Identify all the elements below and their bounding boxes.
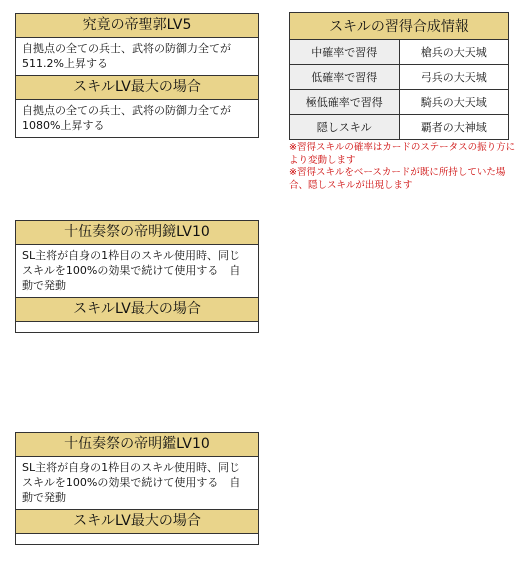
rate-cell: 低確率で習得 (290, 65, 400, 90)
table-row (290, 115, 509, 140)
skill-card-2 (15, 220, 259, 333)
synthesis-notes (289, 142, 517, 192)
rate-cell: 隠しスキル (290, 115, 400, 140)
skill-title: 十伍奏祭の帝明鏡LV10 (16, 221, 258, 245)
skill-max-label: スキルLV最大の場合 (16, 510, 258, 534)
skill-title: 十伍奏祭の帝明鑑LV10 (16, 433, 258, 457)
note-text: ※習得スキルをベースカードが既に所持していた場合、隠しスキルが出現します (289, 167, 506, 191)
skill-max-label: スキルLV最大の場合 (16, 76, 258, 100)
skill-max-description (16, 322, 258, 333)
skill-name-cell: 槍兵の大天城 (399, 40, 509, 65)
skill-card-3 (15, 432, 259, 545)
synthesis-info (289, 12, 516, 192)
skill-card-1 (15, 13, 259, 138)
skill-description: 自拠点の全ての兵士、武将の防御力全てが 511.2%上昇する (16, 38, 258, 76)
skill-name-cell: 覇者の大神域 (399, 115, 509, 140)
skill-max-label: スキルLV最大の場合 (16, 298, 258, 322)
skill-description: SL主将が自身の1枠目のスキル使用時、同じ スキルを100%の効果で続けて使用する 自 動で発動 (16, 245, 258, 298)
skill-description: SL主将が自身の1枠目のスキル使用時、同じ スキルを100%の効果で続けて使用する 自 動で発動 (16, 457, 258, 510)
table-row (290, 65, 509, 90)
rate-cell: 極低確率で習得 (290, 90, 400, 115)
skill-name-cell: 騎兵の大天域 (399, 90, 509, 115)
table-row (290, 40, 509, 65)
table-row (290, 90, 509, 115)
synthesis-title: スキルの習得合成情報 (290, 13, 509, 40)
skill-title: 究竟の帝聖郭LV5 (16, 14, 258, 38)
note-text: ※習得スキルの確率はカードのステータスの振り方により変動します (289, 142, 516, 166)
skill-max-description (16, 534, 258, 545)
synthesis-table (289, 12, 509, 140)
rate-cell: 中確率で習得 (290, 40, 400, 65)
skill-max-description: 自拠点の全ての兵士、武将の防御力全てが 1080%上昇する (16, 100, 258, 138)
skill-name-cell: 弓兵の大天城 (399, 65, 509, 90)
